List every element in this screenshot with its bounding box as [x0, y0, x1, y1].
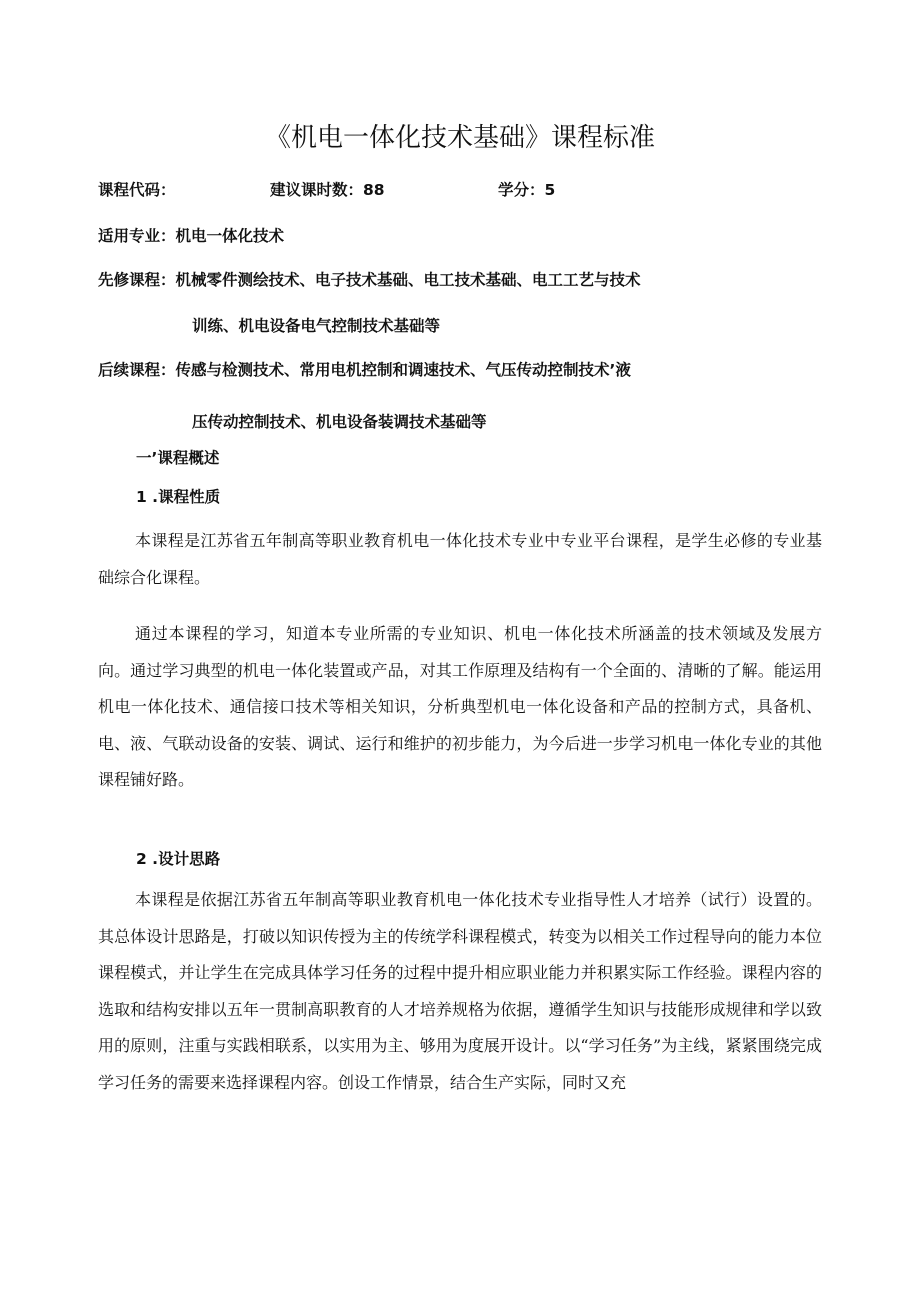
course-code-label: 课程代码：: [98, 181, 176, 199]
section-heading-course-overview: 一’课程概述: [136, 449, 220, 467]
design-approach-paragraph-1: 本课程是依据江苏省五年制高等职业教育机电一体化技术专业指导性人才培养（试行）设置的。其总体设计思路是，打破以知识传授为主的传统学科课程模式，转变为以相关工作过程导向的能力本位课程模式，并让学生在完成具体学习任务的过程中提升相应职业能力并积累实际工作经验。课程内容的选取和结构安排以五年一贯制高职教育的人才培养规格为依据，遵循学生知识与技能形成规律和学以致用的原则，注重与实践相联系，以实用为主、够用为度展开设计。以“学习任务”为主线，紧紧围绕完成学习任务的需要来选择课程内容。创设工作情景，结合生产实际，同时又充: [98, 890, 822, 1092]
prerequisite-courses-line-1: 先修课程：机械零件测绘技术、电子技术基础、电工技术基础、电工工艺与技术: [98, 271, 641, 289]
applicable-major-line: 适用专业：机电一体化技术: [98, 227, 285, 245]
document-title: 《机电一体化技术基础》课程标准: [264, 123, 655, 153]
course-nature-paragraph-1: 本课程是江苏省五年制高等职业教育机电一体化技术专业中专业平台课程，是学生必修的专业基础综合化课程。: [98, 531, 822, 587]
subsection-heading-design-approach: 2 .设计思路: [136, 850, 221, 868]
follow-up-courses-line-1: 后续课程：传感与检测技术、常用电机控制和调速技术、气压传动控制技术’液: [98, 361, 631, 379]
course-nature-paragraph-2: 通过本课程的学习，知道本专业所需的专业知识、机电一体化技术所涵盖的技术领域及发展方向。通过学习典型的机电一体化装置或产品，对其工作原理及结构有一个全面的、清晰的了解。能运用机电一体化技术、通信接口技术等相关知识，分析典型机电一体化设备和产品的控制方式，具备机、电、液、气联动设备的安装、调试、运行和维护的初步能力，为今后进一步学习机电一体化专业的其他课程铺好路。: [98, 624, 822, 789]
suggested-hours-label: 建议课时数：88: [270, 181, 385, 199]
credits-label: 学分：5: [498, 181, 556, 199]
follow-up-courses-line-2: 压传动控制技术、机电设备装调技术基础等: [192, 413, 487, 431]
subsection-heading-course-nature: 1 .课程性质: [136, 488, 221, 506]
prerequisite-courses-line-2: 训练、机电设备电气控制技术基础等: [192, 317, 441, 335]
